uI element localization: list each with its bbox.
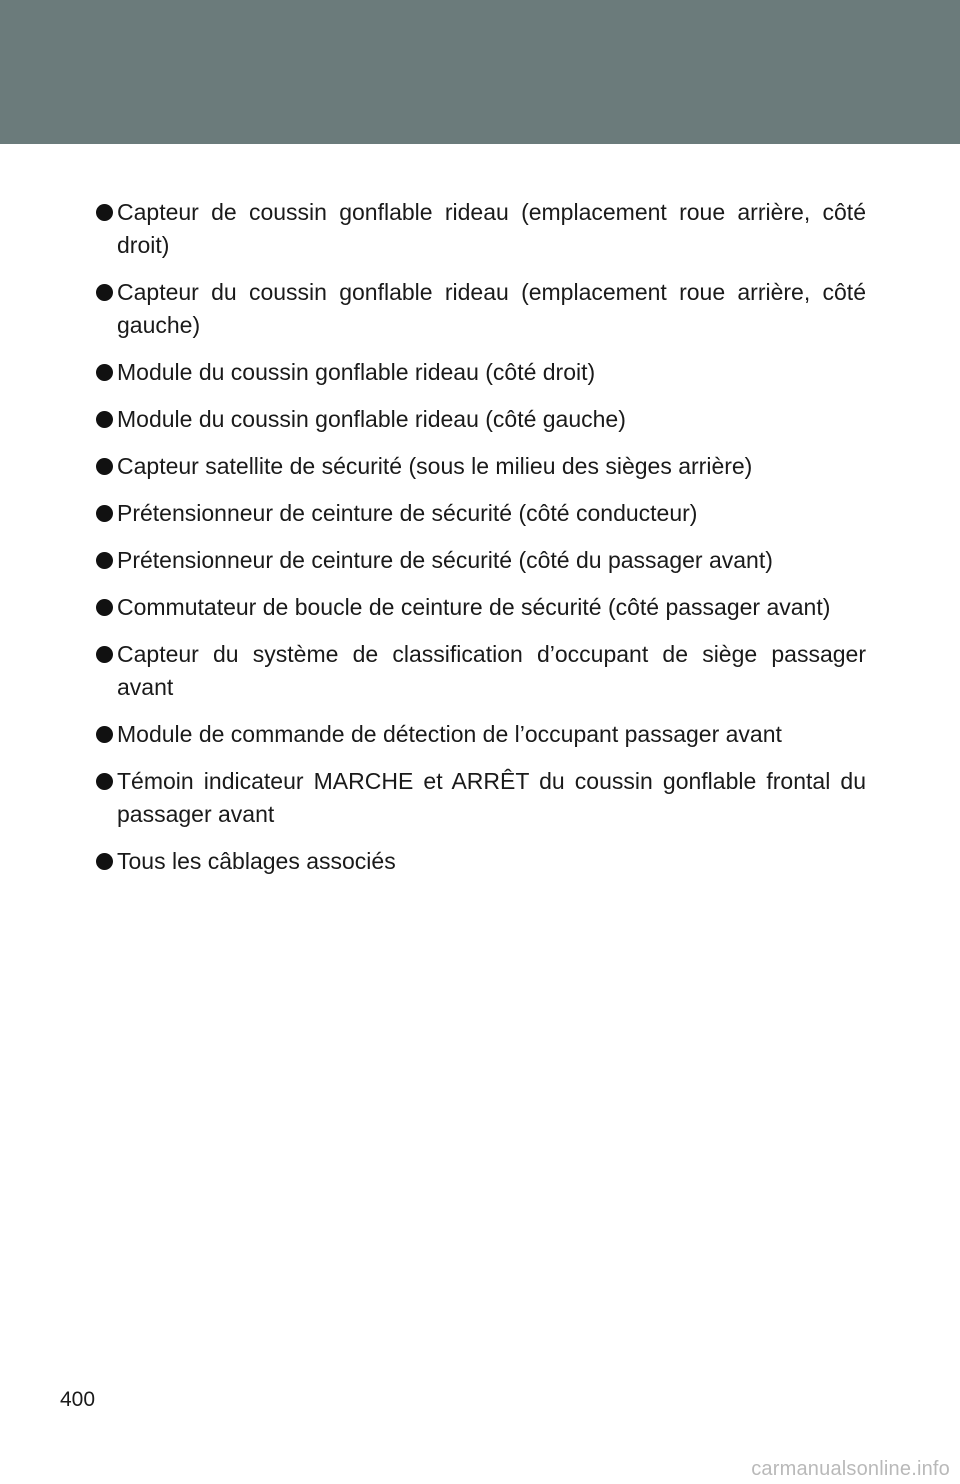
list-item-text: Capteur du système de classification d’occupant de siège passager avant <box>117 641 866 700</box>
list-item <box>96 765 866 831</box>
bullet-icon <box>96 284 113 301</box>
bullet-icon <box>96 364 113 381</box>
list-item-text: Commutateur de boucle de ceinture de sécurité (côté passager avant) <box>117 594 831 620</box>
list-item <box>96 403 866 436</box>
list-item-text: Module du coussin gonflable rideau (côté droit) <box>117 359 596 385</box>
list-item <box>96 591 866 624</box>
bullet-icon <box>96 505 113 522</box>
bullet-icon <box>96 726 113 743</box>
list-item <box>96 450 866 483</box>
list-item <box>96 638 866 704</box>
list-item-text: Capteur du coussin gonflable rideau (emplacement roue arrière, côté gauche) <box>117 279 866 338</box>
bullet-list <box>96 196 866 892</box>
list-item-text: Capteur satellite de sécurité (sous le milieu des sièges arrière) <box>117 453 753 479</box>
bullet-icon <box>96 204 113 221</box>
list-item-text: Témoin indicateur MARCHE et ARRÊT du coussin gonflable frontal du passager avant <box>117 768 866 827</box>
list-item-text: Module de commande de détection de l’occupant passager avant <box>117 721 782 747</box>
list-item <box>96 356 866 389</box>
page-number: 400 <box>60 1388 96 1411</box>
list-item <box>96 497 866 530</box>
bullet-icon <box>96 411 113 428</box>
list-item-text: Capteur de coussin gonflable rideau (emplacement roue arrière, côté droit) <box>117 199 866 258</box>
bullet-icon <box>96 599 113 616</box>
list-item-text: Module du coussin gonflable rideau (côté gauche) <box>117 406 626 432</box>
list-item-text: Prétensionneur de ceinture de sécurité (côté conducteur) <box>117 500 698 526</box>
bullet-icon <box>96 853 113 870</box>
list-item <box>96 196 866 262</box>
bullet-icon <box>96 646 113 663</box>
list-item-text: Prétensionneur de ceinture de sécurité (côté du passager avant) <box>117 547 773 573</box>
list-item <box>96 718 866 751</box>
bullet-icon <box>96 773 113 790</box>
watermark: carmanualsonline.info <box>751 1458 950 1480</box>
list-item <box>96 845 866 878</box>
bullet-icon <box>96 552 113 569</box>
list-item-text: Tous les câblages associés <box>117 848 396 874</box>
header-band <box>0 0 960 144</box>
list-item <box>96 276 866 342</box>
list-item <box>96 544 866 577</box>
bullet-icon <box>96 458 113 475</box>
